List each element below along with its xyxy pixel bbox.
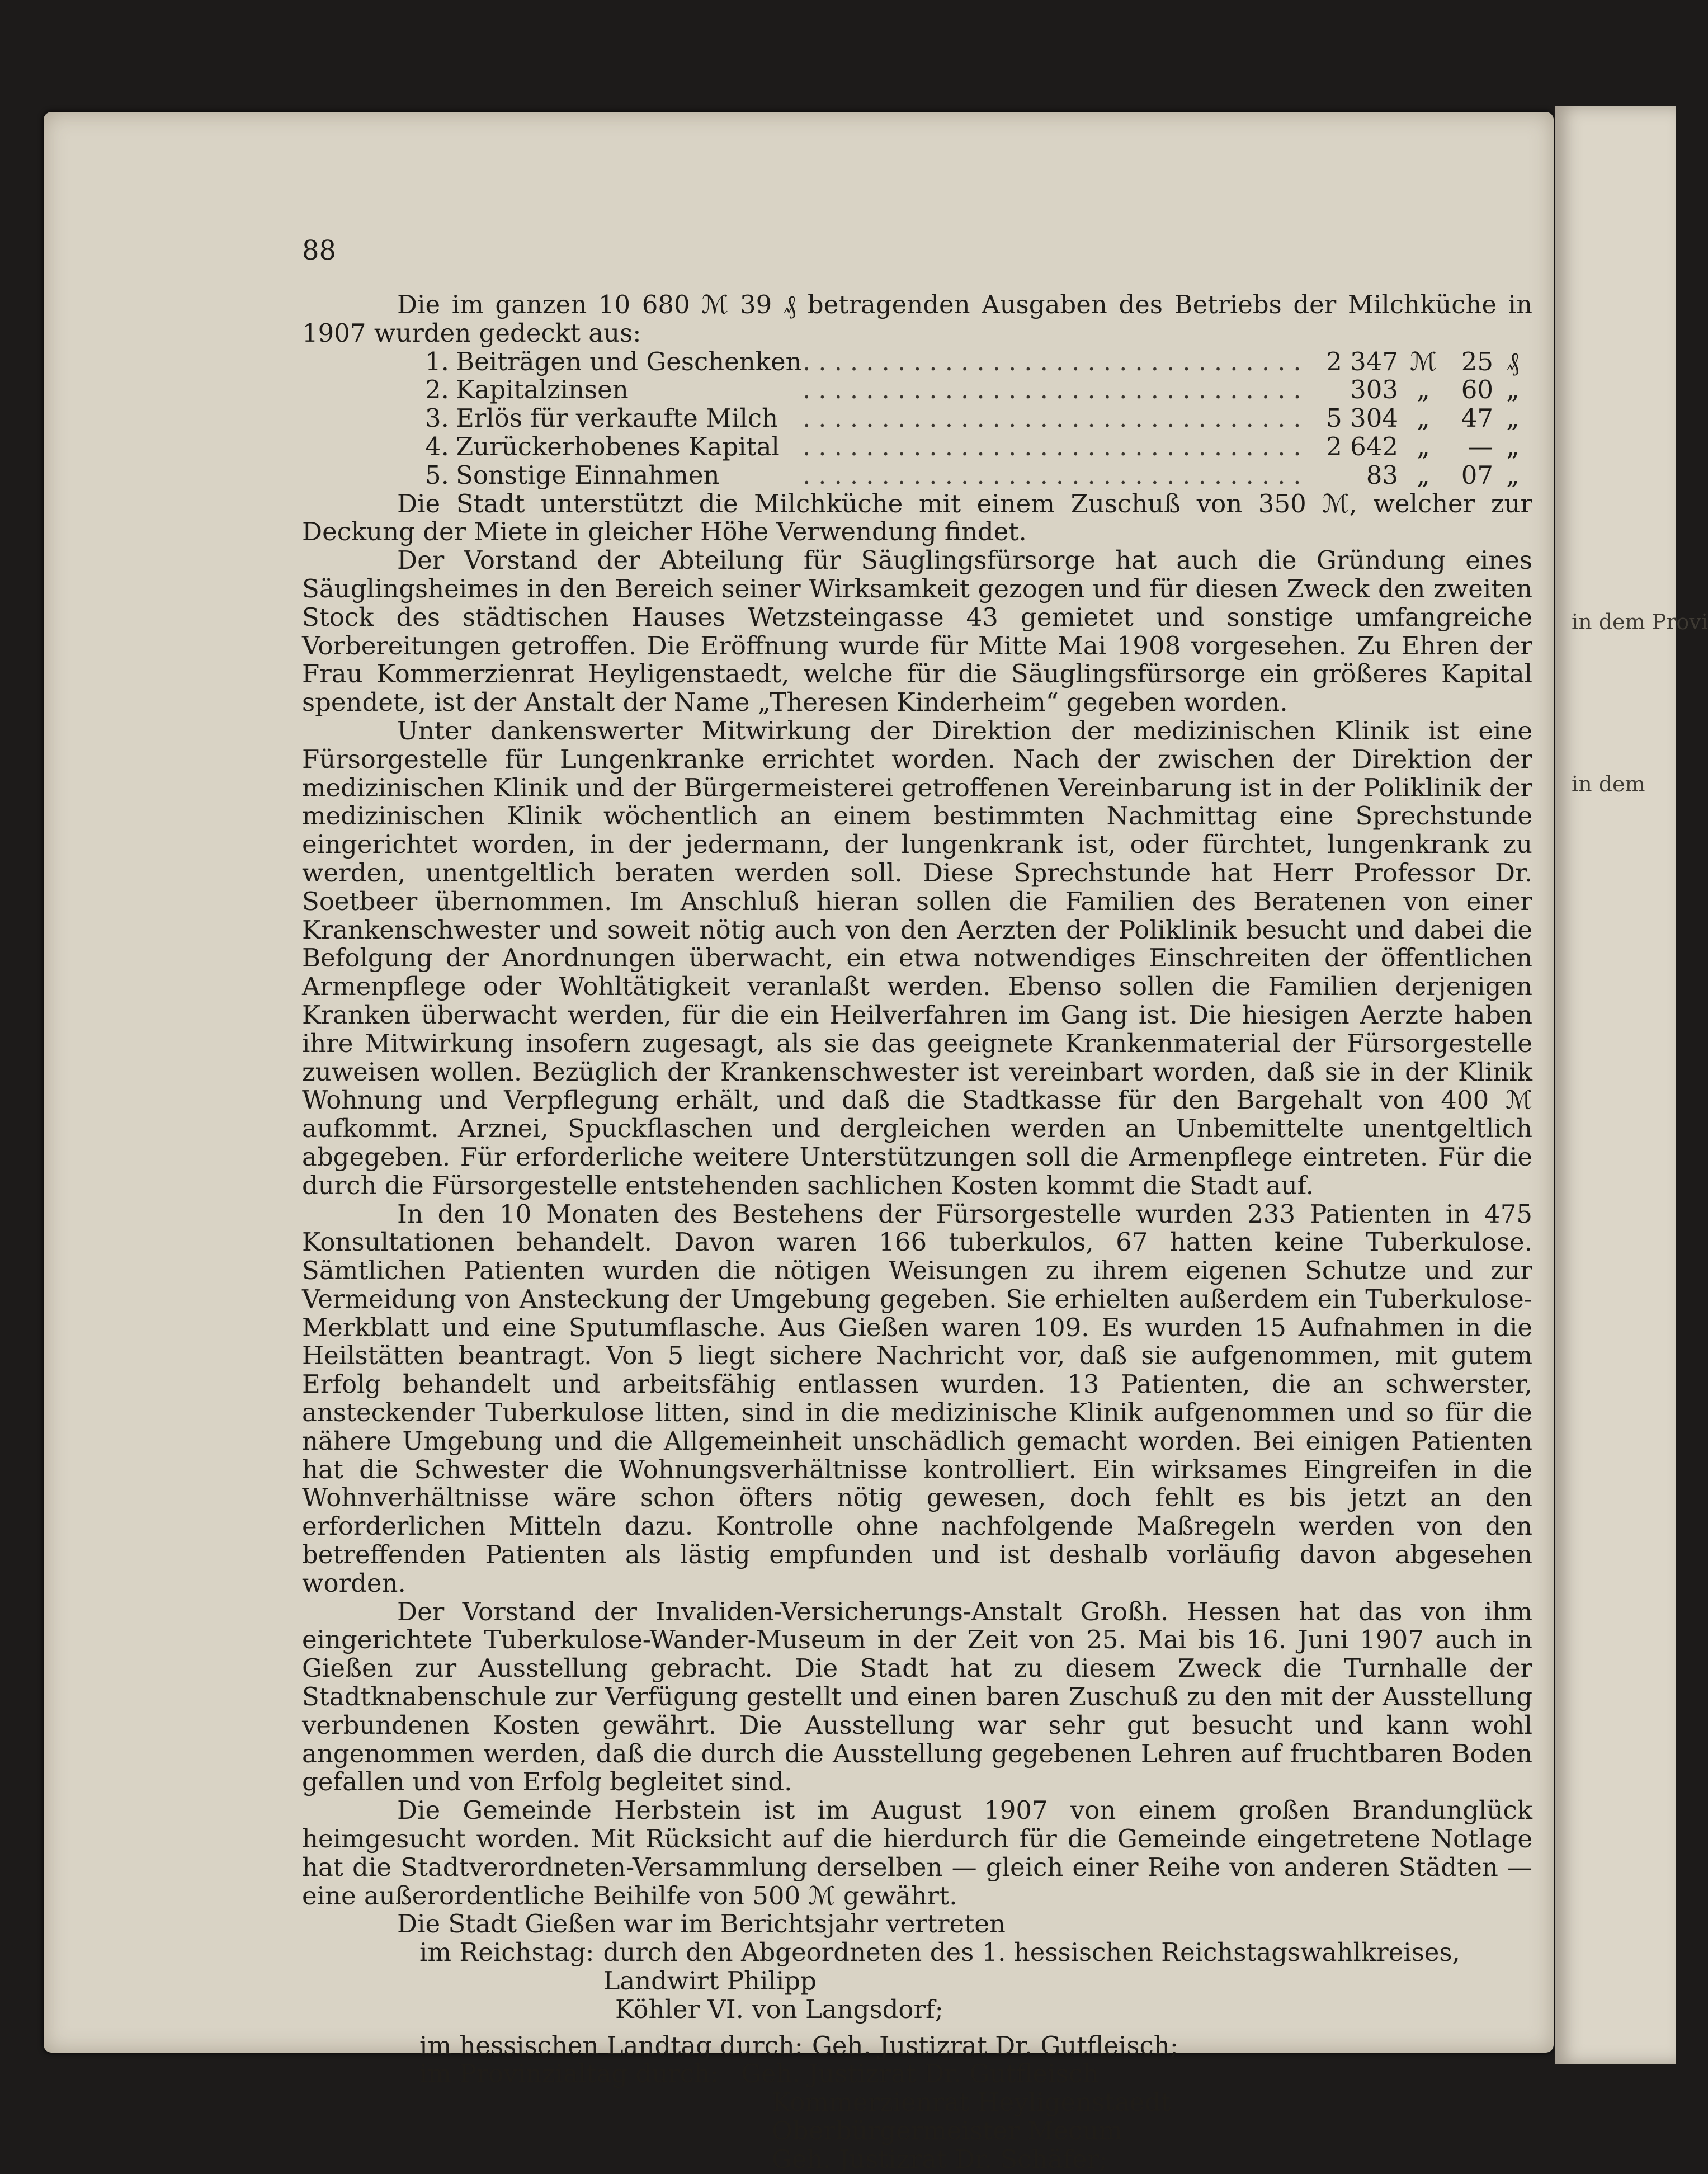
leader-dots: ................................ [803,346,1309,376]
reichstag-label: im Reichstag: [419,1937,595,1968]
paragraph: Die im ganzen 10 680 ℳ 39 ₰ betragenden Ausgaben des Betriebs der Milchküche in 1907 wurden gedeckt aus: [302,290,1532,348]
provinzial-name: Geh. Justizrat Dr. Schäfer; [772,2144,1108,2174]
paragraph: Der Vorstand der Abteilung für Säuglingsfürsorge hat auch die Gründung eines Säuglingsheimes in den Bereich seiner Wirksamkeit gezogen und für diesen Zweck den zweiten Stock des städtischen Hauses Wetzsteingasse 43 gemietet und sonstige umfangreiche Vorbereitungen getroffen. Die Eröffnung wurde für Mitte Mai 1908 vorgesehen. Zu Ehren der Frau Kommerzienrat Heyligenstaedt, welche für die Säuglingsfürsorge ein größeres Kapital spendete, ist der Anstalt der Name „Theresen Kinderheim“ gegeben worden. [302,545,1532,718]
list-item: 5. Sonstige Einnahmen ................................ 83 „ 07 „ [425,460,1520,490]
list-item: 1. Beiträgen und Geschenken ................................ 2 347 ℳ 25 ₰ [425,346,1520,376]
side-note: in dem Provi [1572,610,1708,634]
representation-section [302,1910,1532,2173]
reichstag-value: durch den Abgeordneten des 1. hessischen Reichstagswahlkreises, Landwirt Philipp [603,1937,1460,1996]
paragraph: In den 10 Monaten des Bestehens der Fürsorgestelle wurden 233 Patienten in 475 Konsultationen behandelt. Davon waren 166 tuberkulos, 67 hatten keine Tuberkulose. Sämtlichen Patienten wurden die nötigen Weisungen zu ihrem eigenen Schutze und zur Vermeidung von Ansteckung der Umgebung gegeben. Sie erhielten außerdem ein Tuberkulose-Merkblatt und eine Sputumflasche. Aus Gießen waren 109. Es wurden 15 Aufnahmen in die Heilstätten beantragt. Von 5 liegt sichere Nachricht vor, daß sie aufgenommen, mit gutem Erfolg behandelt und arbeitsfähig entlassen wurden. 13 Patienten, die an schwerster, ansteckender Tuberkulose litten, sind in die medizinische Klinik aufgenommen und so für die nähere Umgebung und die Allgemeinheit unschädlich gemacht worden. Bei einigen Patienten hat die Schwester die Wohnungsverhältnisse kontrolliert. Ein wirksames Eingreifen in die Wohnverhältnisse wäre schon öfters nötig gewesen, doch fehlt es bis jetzt an den erforderlichen Mitteln dazu. Kontrolle ohne nachfolgende Maßregeln werden von den betreffenden Patienten als lästig empfunden und ist deshalb vorläufig davon abgesehen worden. [302,1199,1532,1598]
leader-dots: ................................ [803,460,1309,490]
list-item: 3. Erlös für verkaufte Milch ................................ 5 304 „ 47 „ [425,403,1520,433]
reichstag-value-cont: Köhler VI. von Langsdorf; [615,1994,943,2024]
provinzial-name: Oberbürgermeister Mecum [772,2116,1122,2145]
provinzial-name: Geh. Justizrat Dr. Gutfleisch [741,2059,1099,2089]
landtag-value: Geh. Justizrat Dr. Gutfleisch; [811,2030,1178,2060]
provinzial-name: Kommerzienrat Heyligenstaedt [772,2087,1171,2118]
paragraph: Die Gemeinde Herbstein ist im August 1907 von einem großen Brandunglück heimgesucht worden. Mit Rücksicht auf die hierdurch für die Gemeinde eingetretene Notlage hat die Stadtverordneten-Versammlung derselben — gleich einer Reihe von anderen Städten — eine außerordentliche Beihilfe von 500 ℳ gewährt. [302,1795,1532,1911]
leader-dots: ................................ [803,403,1309,433]
side-note: in dem [1572,772,1645,796]
list-item: 2. Kapitalzinsen ................................ 303 „ 60 „ [425,375,1520,405]
landtag-label: im hessischen Landtag durch: [419,2030,803,2060]
paragraph: Die Stadt unterstützt die Milchküche mit einem Zuschuß von 350 ℳ, welcher zur Deckung der Miete in gleicher Höhe Verwendung findet. [302,488,1532,547]
leader-dots: ................................ [803,375,1309,405]
reichstag-row [302,1939,1532,1996]
paragraph: Der Vorstand der Invaliden-Versicherungs-Anstalt Großh. Hessen hat das von ihm eingerichtete Tuberkulose-Wander-Museum in der Zeit von 25. Mai bis 16. Juni 1907 auch in Gießen zur Ausstellung gebracht. Die Stadt hat zu diesem Zweck die Turnhalle der Stadtknabenschule zur Verfügung gestellt und einen baren Zuschuß zu den mit der Ausstellung verbundenen Kosten gewährt. Die Ausstellung war sehr gut besucht und kann wohl angenommen werden, daß die durch die Ausstellung gegebenen Lehren auf fruchtbaren Boden gefallen und von Erfolg begleitet sind. [302,1596,1532,1797]
provinzial-row [302,2060,1532,2088]
list-item: 4. Zurückerhobenes Kapital ................................ 2 642 „ — „ [425,431,1520,461]
landtag-row [302,2032,1532,2060]
adjacent-page [1555,106,1708,2064]
paragraph: Unter dankenswerter Mitwirkung der Direktion der medizinischen Klinik ist eine Fürsorgestelle für Lungenkranke errichtet worden. Nach der zwischen der Direktion der medizinischen Klinik und der Bürgermeisterei getroffenen Vereinbarung ist in der Poliklinik der medizinischen Klinik wöchentlich an einem bestimmten Nachmittag eine Sprechstunde eingerichtet worden, in der jedermann, der lungenkrank ist, oder fürchtet, lungenkrank zu werden, unentgeltlich beraten werden soll. Diese Sprechstunde hat Herr Professor Dr. Soetbeer übernommen. Im Anschluß hieran sollen die Familien des Beratenen von einer Krankenschwester und soweit nötig auch von den Aerzten der Poliklinik besucht und dabei die Befolgung der Anordnungen überwacht, ein etwa notwendiges Einschreiten der öffentlichen Armenpflege oder Wohltätigkeit veranlaßt werden. Ebenso sollen die Familien derjenigen Kranken überwacht werden, für die ein Heilverfahren im Gang ist. Die hiesigen Aerzte haben ihre Mitwirkung insofern zugesagt, als sie das geeignete Krankenmaterial der Fürsorgestelle zuweisen wollen. Bezüglich der Krankenschwester ist vereinbart worden, daß sie in der Klinik Wohnung und Verpflegung erhält, und daß die Stadtkasse für den Bargehalt von 400 ℳ aufkommt. Arznei, Spuckflaschen und dergleichen werden an Unbemittelte unentgeltlich abgegeben. Für erforderliche weitere Unterstützungen soll die Armenpflege eintreten. Für die durch die Fürsorgestelle entstehenden sachlichen Kosten kommt die Stadt auf. [302,715,1532,1200]
representation-intro: Die Stadt Gießen war im Berichtsjahr vertreten [397,1909,1006,1939]
provinzial-label: im Provinzialtag durch: [419,2059,719,2089]
leader-dots: ................................ [803,431,1309,461]
page-number: 88 [302,235,337,266]
page-body [302,291,1532,2174]
income-list [425,348,1532,490]
